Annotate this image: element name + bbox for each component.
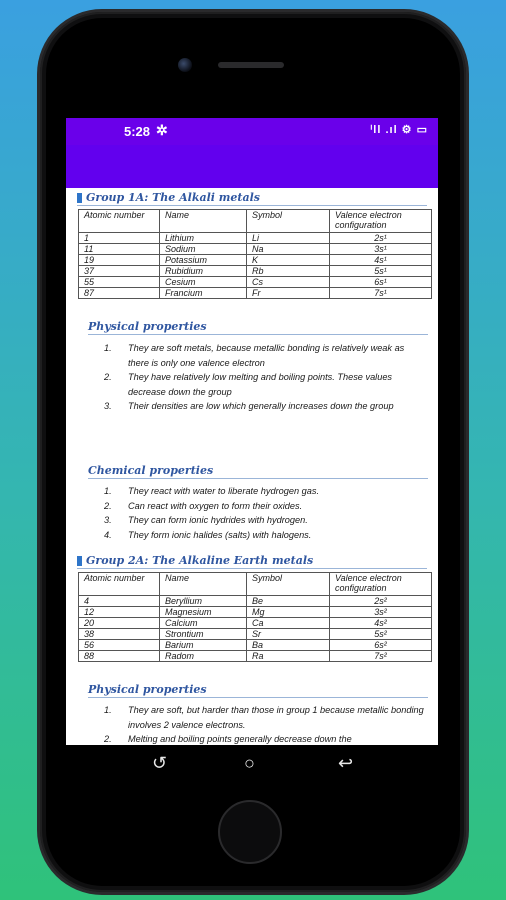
earpiece-speaker	[218, 62, 284, 68]
cell-configuration: 5s²	[330, 629, 432, 640]
cell-symbol: Sr	[247, 629, 330, 640]
list-item	[104, 703, 426, 732]
cell-name: Potassium	[160, 255, 247, 266]
cell-name: Beryllium	[160, 596, 247, 607]
table-row	[79, 607, 432, 618]
list-item	[104, 399, 426, 414]
cell-name: Barium	[160, 640, 247, 651]
cell-atomic-number: 12	[79, 607, 160, 618]
cell-configuration: 3s¹	[330, 244, 432, 255]
table-row	[79, 233, 432, 244]
cell-symbol: Ra	[247, 651, 330, 662]
app-toolbar	[66, 145, 438, 188]
status-time: 5:28	[124, 124, 151, 139]
cell-symbol: Ba	[247, 640, 330, 651]
table-row	[79, 618, 432, 629]
table-row	[79, 255, 432, 266]
cell-configuration: 7s²	[330, 651, 432, 662]
list-item-number: 2.	[104, 500, 112, 511]
signal-battery-icons: ⁱll .ıl ⚙ ▭	[370, 124, 428, 136]
list-item-number: 1.	[104, 486, 112, 496]
physical-properties-heading-2: Physical properties	[88, 683, 428, 698]
cell-atomic-number: 55	[79, 277, 160, 288]
table-header-row	[79, 210, 432, 233]
cell-symbol: Be	[247, 596, 330, 607]
list-item-number: 2.	[104, 372, 112, 382]
list-item-text: They are soft, but harder than those in group 1 because metallic bonding involves 2 valence electrons.	[128, 705, 424, 730]
table-row	[79, 596, 432, 607]
header-name: Name	[160, 573, 247, 596]
header-valence: Valence electron configuration	[330, 573, 432, 596]
cell-configuration: 3s²	[330, 607, 432, 618]
cell-configuration: 4s²	[330, 618, 432, 629]
list-item-number: 1.	[104, 343, 112, 353]
cell-configuration: 2s¹	[330, 233, 432, 244]
header-symbol: Symbol	[247, 210, 330, 233]
list-item-text: They react with water to liberate hydrogen gas.	[128, 486, 319, 496]
list-item-number: 3.	[104, 515, 112, 525]
cell-symbol: Ca	[247, 618, 330, 629]
system-nav-bar	[66, 745, 438, 785]
list-item-text: Can react with oxygen to form their oxides.	[128, 500, 303, 511]
cell-symbol: K	[247, 255, 330, 266]
list-item-text: Their densities are low which generally increases down the group	[128, 401, 394, 411]
table-row	[79, 640, 432, 651]
cell-atomic-number: 56	[79, 640, 160, 651]
cell-name: Rubidium	[160, 266, 247, 277]
list-item-number: 2.	[104, 734, 112, 744]
table-row	[79, 288, 432, 299]
chemical-properties-heading: Chemical properties	[88, 464, 428, 479]
group2-table	[78, 572, 432, 662]
list-item	[104, 528, 426, 543]
list-item	[104, 370, 426, 399]
cell-name: Magnesium	[160, 607, 247, 618]
physical-home-button[interactable]	[218, 800, 282, 864]
cell-atomic-number: 87	[79, 288, 160, 299]
list-item-text: They form ionic halides (salts) with halogens.	[128, 529, 312, 540]
cell-atomic-number: 4	[79, 596, 160, 607]
header-atomic-number: Atomic number	[79, 210, 160, 233]
physical-properties-list-1	[104, 341, 426, 414]
group1-heading	[77, 191, 427, 206]
cell-configuration: 2s²	[330, 596, 432, 607]
cell-atomic-number: 19	[79, 255, 160, 266]
table-row	[79, 277, 432, 288]
cell-name: Francium	[160, 288, 247, 299]
table-row	[79, 266, 432, 277]
table-row	[79, 629, 432, 640]
cell-name: Calcium	[160, 618, 247, 629]
cell-name: Strontium	[160, 629, 247, 640]
cell-symbol: Mg	[247, 607, 330, 618]
cell-symbol: Fr	[247, 288, 330, 299]
list-item-number: 4.	[104, 529, 112, 540]
physical-properties-heading-1: Physical properties	[88, 320, 428, 335]
list-item-text: They are soft metals, because metallic bonding is relatively weak as there is only one valence electron	[128, 343, 405, 368]
header-atomic-number: Atomic number	[79, 573, 160, 596]
document-content[interactable]	[66, 188, 438, 745]
header-valence: Valence electron configuration	[330, 210, 432, 233]
chemical-properties-list	[104, 484, 426, 542]
list-item	[104, 513, 426, 528]
list-item	[104, 732, 426, 745]
table-header-row	[79, 573, 432, 596]
header-name: Name	[160, 210, 247, 233]
table-row	[79, 651, 432, 662]
cell-atomic-number: 11	[79, 244, 160, 255]
cell-symbol: Cs	[247, 277, 330, 288]
table-row	[79, 244, 432, 255]
cell-name: Radom	[160, 651, 247, 662]
group2-title: Group 2A: The Alkaline Earth metals	[86, 554, 314, 567]
cell-atomic-number: 38	[79, 629, 160, 640]
cell-atomic-number: 1	[79, 233, 160, 244]
app-screen	[66, 118, 438, 745]
list-item-number: 3.	[104, 401, 112, 411]
front-camera	[178, 58, 192, 72]
cell-name: Lithium	[160, 233, 247, 244]
heading-marker-icon	[77, 193, 82, 203]
physical-properties-list-2	[104, 703, 426, 745]
cell-configuration: 4s¹	[330, 255, 432, 266]
cell-name: Cesium	[160, 277, 247, 288]
back-nav-icon[interactable]: ↩	[338, 753, 354, 773]
heading-marker-icon	[77, 556, 82, 566]
cell-configuration: 5s¹	[330, 266, 432, 277]
header-symbol: Symbol	[247, 573, 330, 596]
list-item-text: They have relatively low melting and boiling points. These values decrease down the group	[128, 372, 393, 397]
cell-configuration: 6s²	[330, 640, 432, 651]
list-item-text: They can form ionic hydrides with hydrogen.	[128, 515, 308, 525]
group2-heading	[77, 554, 427, 569]
group1-table	[78, 209, 432, 299]
cell-atomic-number: 88	[79, 651, 160, 662]
cell-symbol: Li	[247, 233, 330, 244]
list-item	[104, 341, 426, 370]
cell-configuration: 6s¹	[330, 277, 432, 288]
list-item-text: Melting and boiling points generally decrease down the	[128, 734, 352, 744]
cell-symbol: Na	[247, 244, 330, 255]
cell-atomic-number: 20	[79, 618, 160, 629]
recent-apps-icon[interactable]: ↺	[152, 753, 168, 773]
cell-symbol: Rb	[247, 266, 330, 277]
cell-atomic-number: 37	[79, 266, 160, 277]
cell-configuration: 7s¹	[330, 288, 432, 299]
group1-title: Group 1A: The Alkali metals	[86, 191, 261, 204]
home-nav-icon[interactable]: ○	[244, 753, 255, 773]
cell-name: Sodium	[160, 244, 247, 255]
list-item	[104, 484, 426, 499]
status-bar	[66, 118, 438, 145]
list-item-number: 1.	[104, 705, 112, 715]
settings-gear-icon: ✲	[156, 122, 168, 138]
list-item	[104, 499, 426, 514]
